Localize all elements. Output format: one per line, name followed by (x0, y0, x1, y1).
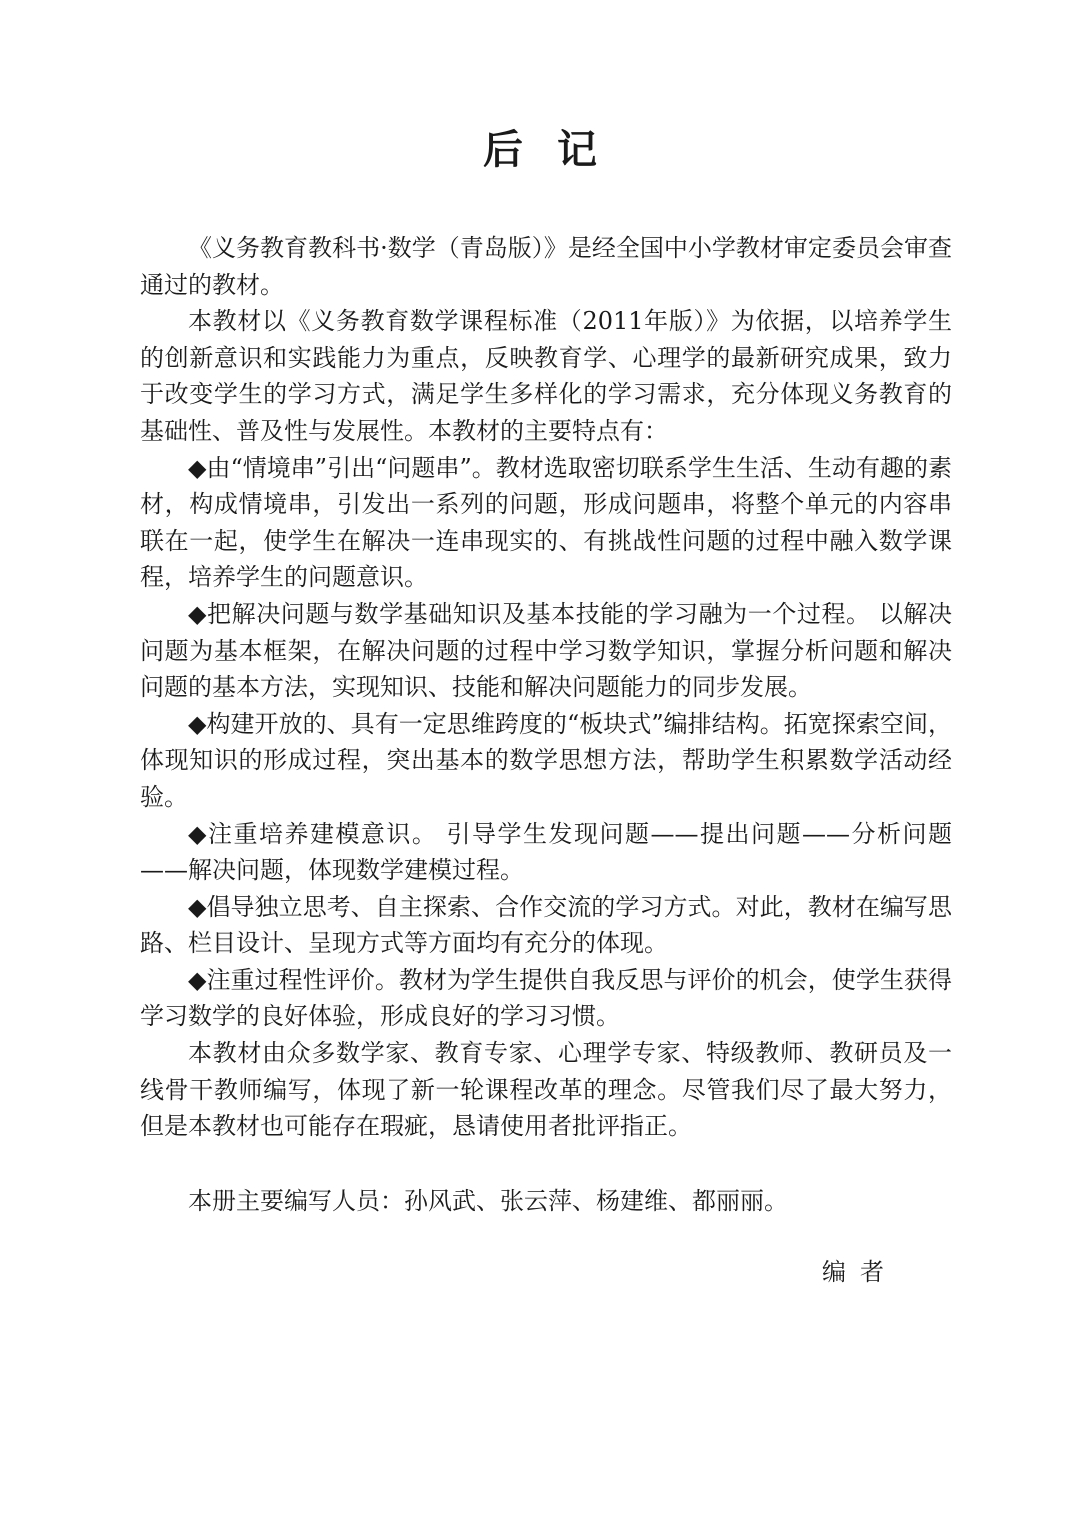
paragraph-basis: 本教材以《义务教育数学课程标准（2011年版）》为依据，以培养学生的创新意识和实践能力为重点，反映教育学、心理学的最新研究成果，致力于改变学生的学习方式，满足学生多样化的学习需求，充分体现义务教育的基础性、普及性与发展性。本教材的主要特点有： (140, 307, 952, 445)
signature: 编者 (822, 1258, 898, 1286)
feature-item: ◆把解决问题与数学基础知识及基本技能的学习融为一个过程。 以解决问题为基本框架，在解决问题的过程中学习数学知识，掌握分析问题和解决问题的基本方法，实现知识、技能和解决问题能力的同步发展。 (140, 599, 952, 702)
feature-item: ◆注重过程性评价。教材为学生提供自我反思与评价的机会，使学生获得学习数学的良好体验，形成良好的学习习惯。 (140, 965, 952, 1031)
page-title: 后记 (483, 127, 631, 173)
body-text (140, 230, 952, 1219)
paragraph-intro: 《义务教育教科书·数学（青岛版）》是经全国中小学教材审定委员会审查通过的教材。 (140, 234, 952, 299)
feature-item: ◆注重培养建模意识。 引导学生发现问题——提出问题——分析问题——解决问题，体现数学建模过程。 (140, 819, 952, 885)
feature-item: ◆由“情境串”引出“问题串”。教材选取密切联系学生生活、生动有趣的素材，构成情境串，引发出一系列的问题，形成问题串，将整个单元的内容串联在一起，使学生在解决一连串现实的、有挑战性问题的过程中融入数学课程，培养学生的问题意识。 (140, 453, 952, 592)
authors-line: 本册主要编写人员：孙风武、张云萍、杨建维、都丽丽。 (188, 1186, 788, 1215)
paragraph-closing: 本教材由众多数学家、教育专家、心理学专家、特级教师、教研员及一线骨干教师编写，体现了新一轮课程改革的理念。尽管我们尽了最大努力，但是本教材也可能存在瑕疵，恳请使用者批评指正。 (140, 1039, 952, 1141)
feature-item: ◆倡导独立思考、自主探索、合作交流的学习方式。对此，教材在编写思路、栏目设计、呈现方式等方面均有充分的体现。 (140, 892, 952, 958)
feature-item: ◆构建开放的、具有一定思维跨度的“板块式”编排结构。拓宽探索空间，体现知识的形成过程，突出基本的数学思想方法，帮助学生积累数学活动经验。 (140, 709, 952, 811)
